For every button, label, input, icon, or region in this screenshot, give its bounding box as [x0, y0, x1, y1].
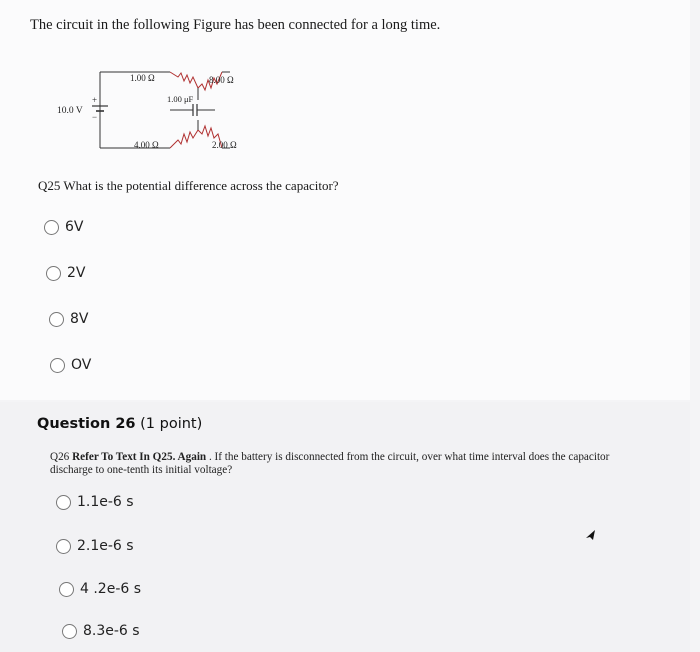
capacitor-label: 1.00 μF [167, 94, 194, 104]
question-26-text [50, 451, 640, 476]
question-26-bold: Refer To Text In Q25. Again [72, 451, 207, 463]
option-label: 2.1e-6 s [77, 538, 134, 554]
option-0v[interactable] [50, 357, 91, 373]
radio-button[interactable] [56, 495, 71, 510]
resistor-bottom-right-label: 2.00 Ω [212, 140, 237, 150]
option-label: 8V [70, 311, 89, 327]
option-label: 4 .2e-6 s [80, 581, 142, 597]
resistor-bottom-left-label: 4.00 Ω [134, 140, 159, 150]
intro-text: The circuit in the following Figure has been connected for a long time. [30, 17, 441, 33]
radio-button[interactable] [56, 539, 71, 554]
question-25-text: Q25 What is the potential difference across the capacitor? [38, 178, 339, 193]
option-4-2e-6[interactable] [59, 581, 141, 597]
option-2-1e-6[interactable] [56, 538, 134, 554]
question-26-title: Question 26 [37, 416, 136, 432]
option-1-1e-6[interactable] [56, 494, 134, 510]
radio-button[interactable] [50, 358, 65, 373]
option-label: 8.3e-6 s [83, 623, 140, 639]
option-8v[interactable] [49, 311, 88, 327]
battery-minus: − [92, 112, 98, 122]
circuit-diagram [50, 60, 270, 160]
radio-button[interactable] [62, 624, 77, 639]
question-26-rest: . If the battery is disconnected from the circuit, over what time interval does the capacitor discharge to one-tenth its initial voltage? [50, 451, 610, 476]
battery-label: 10.0 V [57, 106, 83, 116]
radio-button[interactable] [46, 266, 61, 281]
question-26-prefix: Q26 [50, 451, 73, 463]
option-label: 2V [67, 265, 86, 281]
option-8-3e-6[interactable] [62, 623, 140, 639]
radio-button[interactable] [49, 312, 64, 327]
question-26-points: (1 point) [140, 416, 203, 432]
option-6v[interactable] [44, 219, 83, 235]
question-26-heading [37, 416, 202, 432]
radio-button[interactable] [44, 220, 59, 235]
mouse-cursor-icon [584, 528, 598, 542]
resistor-top-left-label: 1.00 Ω [130, 73, 155, 83]
option-label: 6V [65, 219, 84, 235]
question-26-card [0, 402, 690, 652]
option-2v[interactable] [46, 265, 85, 281]
option-label: 1.1e-6 s [77, 494, 134, 510]
radio-button[interactable] [59, 582, 74, 597]
resistor-top-right-label: 8.00 Ω [209, 75, 234, 85]
option-label: OV [71, 357, 92, 373]
battery-plus: + [92, 95, 98, 105]
